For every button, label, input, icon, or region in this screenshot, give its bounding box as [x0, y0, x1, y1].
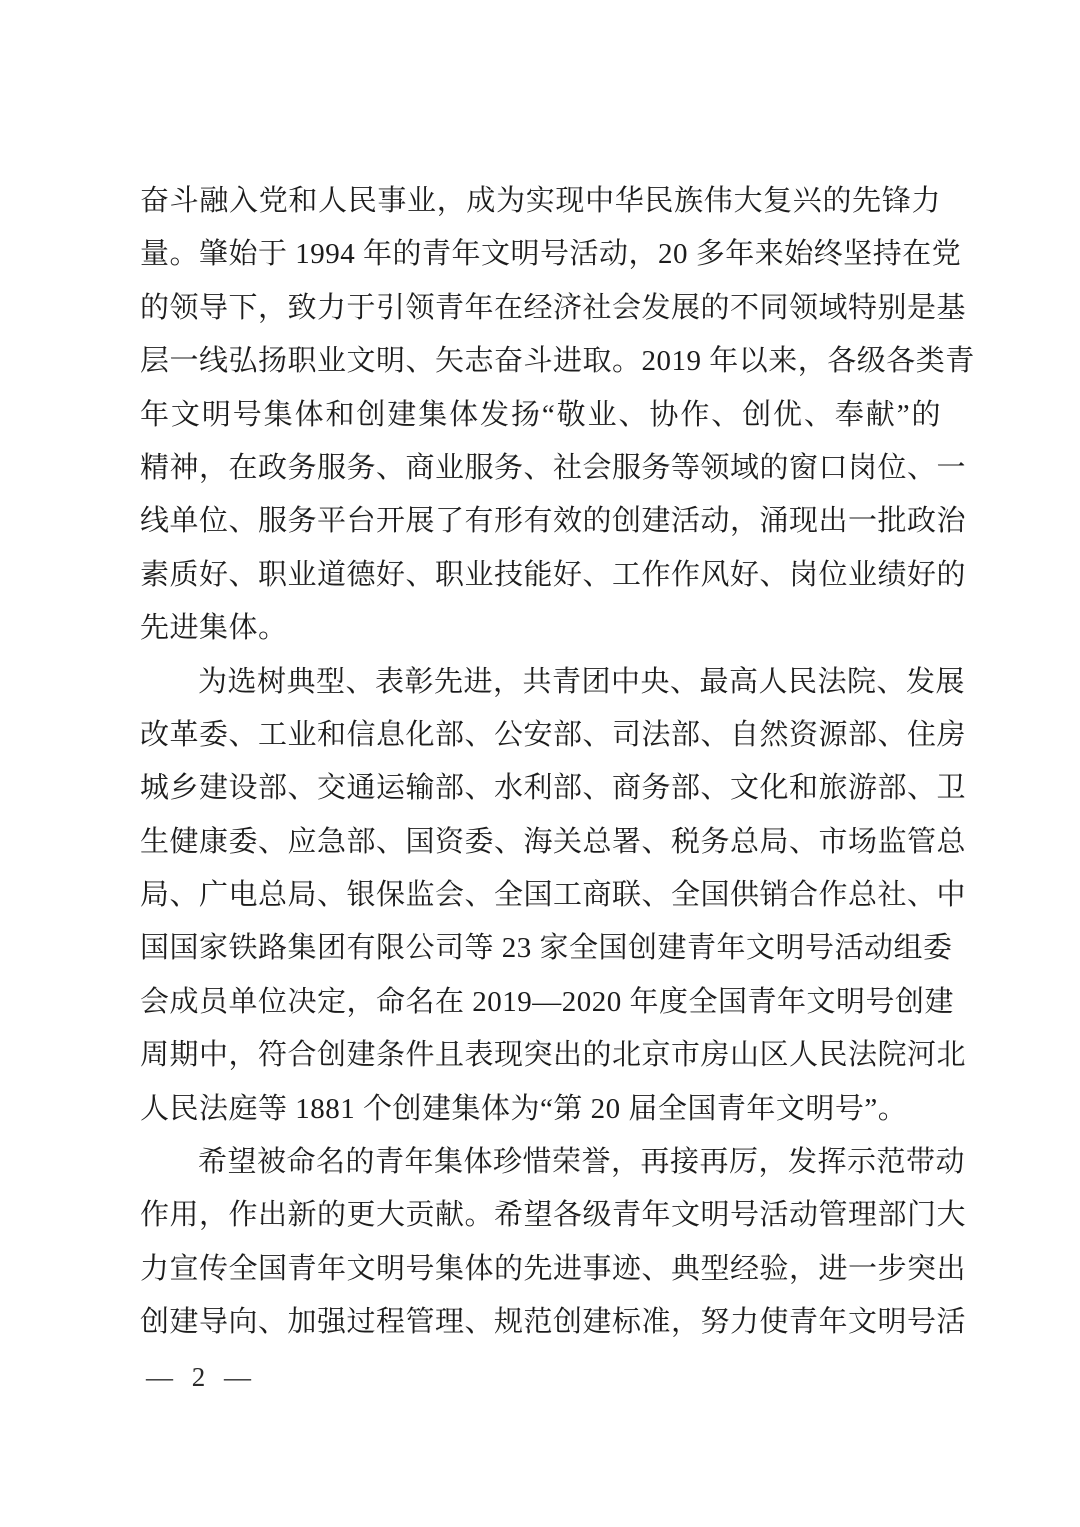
- text-line: 为选树典型、表彰先进，共青团中央、最高人民法院、发展: [198, 665, 966, 698]
- text-line: 国国家铁路集团有限公司等 23 家全国创建青年文明号活动组委: [140, 932, 953, 965]
- text-line: 作用，作出新的更大贡献。希望各级青年文明号活动管理部门大: [140, 1199, 967, 1232]
- page-number: — 2 —: [146, 1362, 257, 1392]
- text-line: 改革委、工业和信息化部、公安部、司法部、自然资源部、住房: [140, 718, 967, 751]
- text-line: 城乡建设部、交通运输部、水利部、商务部、文化和旅游部、卫: [140, 772, 967, 805]
- document-body: [140, 175, 975, 1350]
- text-line: 先进集体。: [140, 612, 288, 645]
- text-line: 线单位、服务平台开展了有形有效的创建活动，涌现出一批政治: [140, 505, 967, 538]
- text-line: 局、广电总局、银保监会、全国工商联、全国供销合作总社、中: [140, 879, 967, 912]
- text-line: 年文明号集体和创建集体发扬“敬业、协作、创优、奉献”的: [140, 398, 941, 431]
- text-line: 量。肇始于 1994 年的青年文明号活动，20 多年来始终坚持在党: [140, 238, 962, 271]
- text-line: 会成员单位决定，命名在 2019—2020 年度全国青年文明号创建: [140, 985, 955, 1018]
- text-line: 生健康委、应急部、国资委、海关总署、税务总局、市场监管总: [140, 825, 967, 858]
- text-line: 素质好、职业道德好、职业技能好、工作作风好、岗位业绩好的: [140, 558, 967, 591]
- text-line: 精神，在政务服务、商业服务、社会服务等领域的窗口岗位、一: [140, 451, 967, 484]
- text-line: 力宣传全国青年文明号集体的先进事迹、典型经验，进一步突出: [140, 1252, 967, 1285]
- text-line: 人民法庭等 1881 个创建集体为“第 20 届全国青年文明号”。: [140, 1092, 908, 1125]
- text-line: 周期中，符合创建条件且表现突出的北京市房山区人民法院河北: [140, 1039, 967, 1072]
- text-line: 奋斗融入党和人民事业，成为实现中华民族伟大复兴的先锋力: [140, 185, 941, 217]
- text-line: 创建导向、加强过程管理、规范创建标准，努力使青年文明号活: [140, 1306, 967, 1339]
- text-line: 希望被命名的青年集体珍惜荣誉，再接再厉，发挥示范带动: [198, 1146, 966, 1179]
- text-line: 的领导下，致力于引领青年在经济社会发展的不同领域特别是基: [140, 291, 967, 324]
- text-line: 层一线弘扬职业文明、矢志奋斗进取。2019 年以来，各级各类青: [140, 345, 975, 378]
